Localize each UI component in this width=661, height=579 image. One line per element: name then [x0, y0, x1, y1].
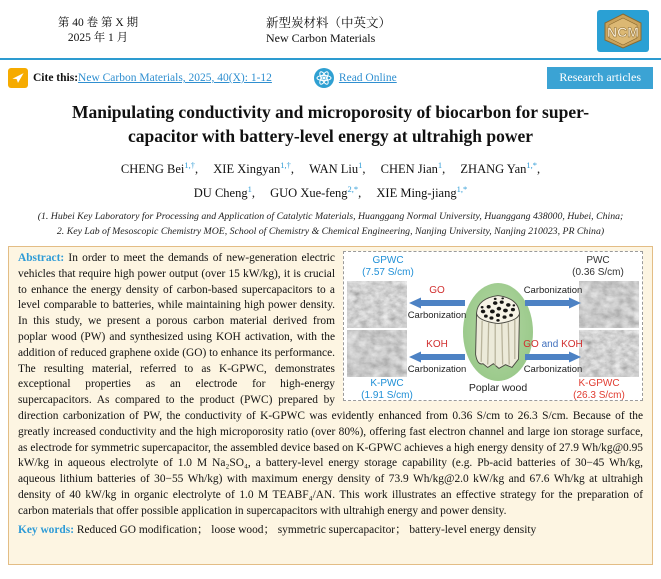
- research-articles-button[interactable]: Research articles: [547, 67, 653, 89]
- author: ZHANG Yan$^{1,*}$,: [460, 160, 541, 177]
- arrow-carbonization: Carbonization: [522, 285, 584, 310]
- journal-logo: [597, 10, 649, 52]
- author: GUO Xue-feng$^{2,*}$,: [270, 184, 362, 201]
- paper-plane-icon: [8, 68, 28, 88]
- author: CHEN Jian$^1$,: [380, 160, 446, 177]
- citation-link[interactable]: New Carbon Materials, 2025, 40(X): 1-12: [78, 72, 272, 84]
- atom-icon[interactable]: [314, 68, 334, 88]
- title-line-2: capacitor with battery-level energy at ultrahigh power: [127, 126, 533, 146]
- label-pwc: PWC (0.36 S/cm): [572, 255, 624, 278]
- label-kpwc: K-PWC (1.91 S/cm): [361, 378, 413, 401]
- arrow-right-icon: [525, 297, 581, 309]
- page-title: [20, 100, 641, 148]
- author: CHENG Bei$^{1,\dagger}$,: [120, 160, 199, 177]
- author-row-1: [0, 155, 661, 179]
- keywords-label: Key words:: [18, 523, 77, 536]
- keywords-text: Reduced GO modification； loose wood； symmetric supercapacitor； battery-level energy density: [76, 523, 537, 536]
- journal-name-cn: 新型炭材料（中英文）: [266, 16, 392, 30]
- sem-image-kgpwc: [579, 330, 639, 377]
- abstract-box: [8, 246, 653, 565]
- arrow-right-icon: [525, 351, 581, 363]
- arrow-left-icon: [409, 351, 465, 363]
- journal-name-en: New Carbon Materials: [266, 31, 376, 45]
- date-line: 2025 年 1 月: [67, 32, 129, 44]
- sem-image-pwc: [579, 281, 639, 328]
- author-list: [0, 155, 661, 203]
- label-kgpwc: K-GPWC (26.3 S/cm): [573, 378, 625, 401]
- read-online-link[interactable]: Read Online: [338, 72, 397, 84]
- keywords-line: [18, 522, 643, 538]
- sem-image-kpwc: [347, 330, 407, 377]
- author: XIE Xingyan$^{1,\dagger}$,: [213, 160, 295, 177]
- volume-issue: [8, 16, 188, 46]
- author: DU Cheng$^1$,: [193, 184, 255, 201]
- journal-header: [0, 0, 661, 57]
- wood-cross-section-icon: [470, 290, 526, 374]
- affiliation-2: 2. Key Lab of Mesoscopic Chemistry MOE, School of Chemistry & Chemical Engineering, Nanjing University, Nanjing 210023, PR China): [56, 226, 605, 238]
- cite-bar: [0, 60, 661, 92]
- poplar-wood-label: Poplar wood: [468, 382, 528, 394]
- sem-image-gpwc: [347, 281, 407, 328]
- ncm-hexagon-icon: [600, 12, 646, 50]
- arrow-koh-carbonization: KOH Carbonization: [407, 339, 467, 375]
- svg-text:NCM: NCM: [607, 24, 639, 40]
- arrow-go-carbonization: GO Carbonization: [407, 285, 467, 321]
- arrow-go-koh-carbonization: GO and KOH Carbonization: [523, 339, 583, 375]
- graphical-abstract: [343, 251, 643, 401]
- author: WAN Liu$^1$,: [309, 160, 366, 177]
- author: XIE Ming-jiang$^{1,*}$: [376, 184, 468, 201]
- arrow-left-icon: [409, 297, 465, 309]
- read-online-group[interactable]: [314, 68, 397, 88]
- label-gpwc: GPWC (7.57 S/cm): [362, 255, 414, 278]
- journal-name: [188, 16, 597, 46]
- abstract-label: Abstract:: [18, 252, 65, 264]
- cite-this-label: Cite this:: [33, 72, 79, 84]
- affiliations: [0, 209, 661, 239]
- abstract-body: In order to meet the demands of new-generation electric vehicles that require high power output (over 15 kW/kg), it is crucial to enhance the energy density of carbon-based supercapacitors to a level comparable to batteries, while maintaining high power density. In this study, we present a porous carbon material derived from poplar wood (PW) and synthesized using KOH activation, with the addition of reduced graphene oxide (GO) to enhance its performance. The resulting material, referred to as K-GPWC, demonstrates exceptional properties as an electrode for high-energy supercapacitors. As compared to the product (PWC) prepared by direction carbonization of PW, the conductivity of K-GPWC was evidently enhanced from 0.36 S/cm to 26.3 S/cm. Because of the greatly increased conductivity and the high microporosity ratio (over 80%), offering fast electron channel and large ion storage surface, as electrode for symmetric supercapacitor, the assembled device based on K-GPWC achieves a high energy density of 27.9 Wh/kg@0.95 kW/kg in aqueous electrolyte of 1.0 M Na₂SO₄, a battery-level energy storage capability (e.g. Pb-acid batteries of 30−45 Wh/kg, aqueous lithium batteries of 30−55 Wh/kg) with maximum energy density of 73.9 Wh/kg@2.0 kW/kg and 67.6 Wh/kg at ultrahigh density of 40 kW/kg in organic electrolyte of 1.0 M TEABF₄/AN. This work illustrates an effective strategy for the preparation of carbon materials that offer possible application in supercapacitors with ultrahigh energy and power density.: [18, 252, 643, 517]
- volume-line: 第 40 卷 第 X 期: [57, 17, 139, 29]
- author-row-2: [0, 179, 661, 203]
- affiliation-1: (1. Hubei Key Laboratory for Processing and Application of Catalytic Materials, Huanggang Normal University, Huanggang 438000, Hubei, China;: [37, 211, 624, 223]
- title-line-1: Manipulating conductivity and microporosity of biocarbon for super-: [71, 102, 590, 122]
